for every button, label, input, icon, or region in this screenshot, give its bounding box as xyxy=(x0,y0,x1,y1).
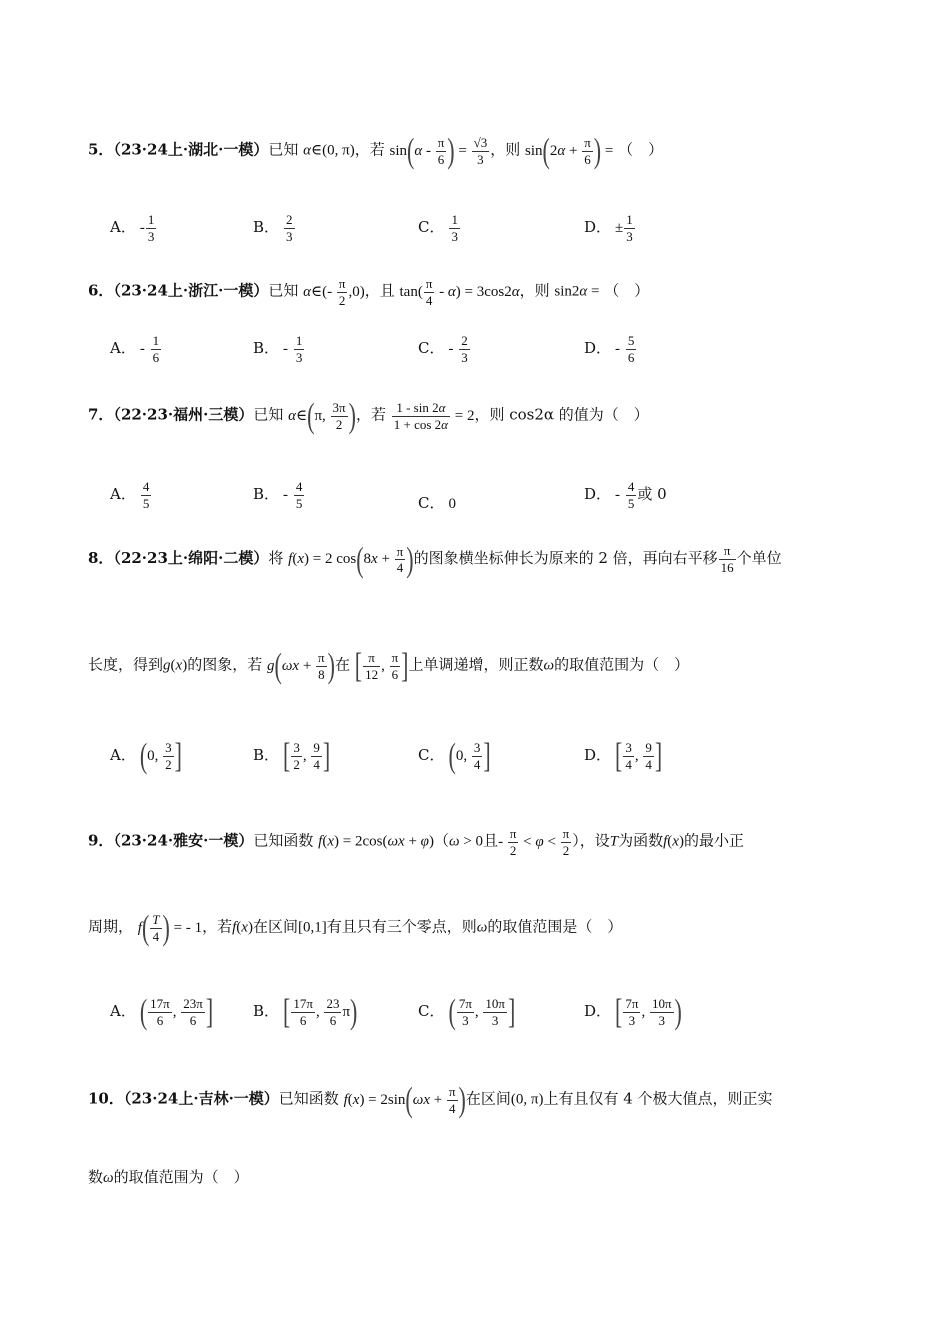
option-a: A． $\frac{4}{5}$ xyxy=(110,479,150,511)
math-expression: $\frac{1 - \sin 2\alpha}{1 + \cos 2\alpha}$ = 2 xyxy=(393,400,475,432)
math-expression: sin(α - $\frac{\pi}{6}$ ) = $\frac{√3}{3}$ xyxy=(389,130,488,171)
option-d: D． [ $\frac{7\pi}{3}$ , $\frac{10\pi}{3}$ ) xyxy=(584,991,682,1032)
option-b: B． [ $\frac{3}{2}$ , $\frac{9}{4}$ ] xyxy=(253,735,331,776)
math-expression: tan( $\frac{\pi}{4}$ - α) = 3cos2α xyxy=(399,276,520,308)
option-d: D． [ $\frac{3}{4}$ , $\frac{9}{4}$ ] xyxy=(584,735,663,776)
option-d: D． - $\frac{4}{5}$ 或 0 xyxy=(584,479,667,511)
option-b: B． - $\frac{4}{5}$ xyxy=(253,479,303,511)
option-c: C． (0, $\frac{3}{4}$ ] xyxy=(418,735,491,776)
question-8-line2: 长度，得到g(x)的图象，若 g(ωx + $\frac{\pi}{8}$ )在 [ $\frac{\pi}{12}$ , $\frac{\pi}{6}$ ]上单调递增，则正数ω的取值范围为（ ） xyxy=(88,645,690,686)
question-10-line2: 数ω的取值范围为（ ） xyxy=(88,1168,249,1186)
option-c: C． - $\frac{2}{3}$ xyxy=(418,333,468,365)
math-expression: [ $\frac{\pi}{12}$ , $\frac{\pi}{6}$ ] xyxy=(354,645,409,686)
math-expression: f(x) = 2cos(ωx + φ) xyxy=(318,833,434,850)
math-expression: sin(2α + $\frac{\pi}{6}$ ) = xyxy=(525,130,614,171)
math-expression: sin2α = xyxy=(554,283,600,300)
question-7: 7．（22·23·福州·三模）已知 α∈(π, $\frac{3\pi}{2}$ )，若 $\frac{1 - \sin 2\alpha}{1 + \cos 2\alpha}$ = 2，则 cos2α 的值为（ ） xyxy=(88,395,649,436)
math-expression: α∈(- $\frac{\pi}{2}$ ,0) xyxy=(303,276,365,308)
option-b: B． $\frac{2}{3}$ xyxy=(253,212,293,244)
option-a: A． ( $\frac{17\pi}{6}$ , $\frac{23\pi}{6}$ ] xyxy=(110,991,214,1032)
question-number: 5． xyxy=(88,140,114,159)
math-expression: f(x) = 2 cos(8x + $\frac{\pi}{4}$ ) xyxy=(288,538,414,579)
option-a: A． - $\frac{1}{6}$ xyxy=(110,333,160,365)
stem-text: ，若 xyxy=(354,140,385,159)
option-b: B． - $\frac{1}{3}$ xyxy=(253,333,303,365)
option-a: A． - $\frac{1}{3}$ xyxy=(110,212,155,244)
option-d: D． - $\frac{5}{6}$ xyxy=(584,333,635,365)
math-expression: f(x) = 2sin(ωx + $\frac{\pi}{4}$ ) xyxy=(343,1079,466,1120)
option-a: A． (0, $\frac{3}{2}$ ] xyxy=(110,735,182,776)
question-source: （23·24上·湖北·一模） xyxy=(113,140,269,159)
question-8-line1: 8．（22·23上·绵阳·二模）将 f(x) = 2 cos(8x + $\frac{\pi}{4}$ )的图象横坐标伸长为原来的 2 倍，再向右平移 $\frac{\pi}{16}$ 个单位 xyxy=(88,538,782,579)
question-9-line2: 周期， f( $\frac{T}{4}$ ) = - 1，若f(x)在区间[0,1]有且只有三个零点，则ω的取值范围是（ ） xyxy=(88,907,623,948)
question-5 xyxy=(88,130,664,171)
option-b: B． [ $\frac{17\pi}{6}$ , $\frac{23}{6}$ π) xyxy=(253,991,358,1032)
stem-text: ，则 xyxy=(490,140,521,159)
option-d: D． ± $\frac{1}{3}$ xyxy=(584,212,633,244)
stem-text: 已知 xyxy=(268,140,299,159)
math-expression: f( $\frac{T}{4}$ ) = - 1 xyxy=(137,907,203,948)
option-c: C． $\frac{1}{3}$ xyxy=(418,212,458,244)
question-10-line1: 10．（23·24上·吉林·一模）已知函数 f(x) = 2sin(ωx + $\frac{\pi}{4}$ )在区间(0, π)上有且仅有 4 个极大值点，则正实 xyxy=(88,1079,773,1120)
question-9-line1: 9．（23·24·雅安·一模）已知函数 f(x) = 2cos(ωx + φ)（ω > 0且- $\frac{\pi}{2}$ < φ < $\frac{\pi}{2}$ ），设T为函数f(x)的最小正 xyxy=(88,826,744,858)
option-c: C． 0 xyxy=(418,494,456,512)
math-expression: α∈(π, $\frac{3\pi}{2}$ ) xyxy=(288,395,356,436)
math-expression: α∈(0, π) xyxy=(303,142,355,159)
answer-blank: （ ） xyxy=(618,140,664,159)
option-c: C． ( $\frac{7\pi}{3}$ , $\frac{10\pi}{3}$ ] xyxy=(418,991,516,1032)
math-expression: g(ωx + $\frac{\pi}{8}$ ) xyxy=(266,645,335,686)
question-6: 6．（23·24上·浙江·一模）已知 α∈(- $\frac{\pi}{2}$ ,0)，且 tan( $\frac{\pi}{4}$ - α) = 3cos2α，则 sin2α = （ ） xyxy=(88,276,650,308)
